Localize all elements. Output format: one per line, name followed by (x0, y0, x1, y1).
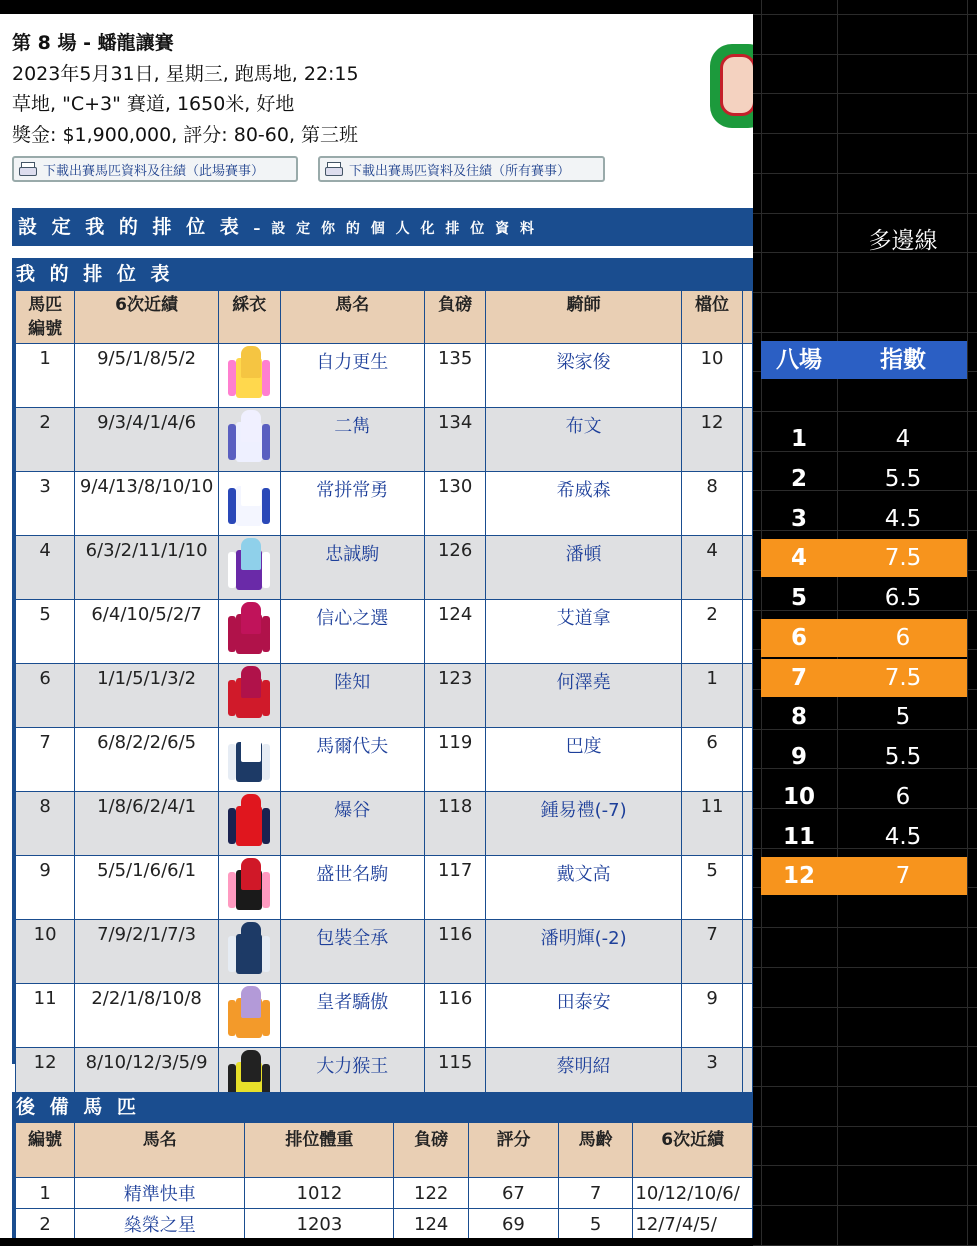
silk-cell (218, 664, 280, 728)
carried-weight: 123 (424, 664, 485, 728)
horse-name-link[interactable]: 陸知 (280, 664, 424, 728)
reserve-no: 2 (16, 1209, 75, 1239)
sheet-index-value[interactable]: 6.5 (884, 585, 922, 611)
silk-cell (218, 920, 280, 984)
table-row (16, 664, 753, 728)
jockey-silk-icon (228, 858, 270, 914)
draw: 8 (681, 472, 742, 536)
table-row (16, 344, 753, 408)
carried-weight: 117 (424, 856, 485, 920)
jockey-link[interactable]: 鍾易禮(-7) (486, 792, 682, 856)
jockey-link[interactable]: 布文 (486, 408, 682, 472)
overflow-cell (743, 856, 753, 920)
my-race-table-panel (12, 258, 753, 1077)
jockey-silk-icon (228, 666, 270, 722)
horse-no: 11 (16, 984, 75, 1048)
jockey-silk-icon (228, 410, 270, 466)
reserve-age: 5 (558, 1209, 632, 1239)
draw: 9 (681, 984, 742, 1048)
carried-weight: 124 (424, 600, 485, 664)
race-info (12, 28, 712, 150)
sheet-race-no[interactable]: 4 (790, 545, 807, 571)
sheet-index-value[interactable]: 7.5 (884, 665, 922, 691)
reserve-body-weight: 1012 (245, 1178, 394, 1209)
download-all-races-label: 下載出賽馬匹資料及往績（所有賽事） (349, 163, 571, 179)
sheet-index-value[interactable]: 4.5 (884, 824, 922, 850)
overflow-cell (743, 728, 753, 792)
table-row (16, 408, 753, 472)
reserve-no: 1 (16, 1178, 75, 1209)
sheet-race-no[interactable]: 10 (782, 784, 815, 810)
silk-cell (218, 856, 280, 920)
reserve-weight: 122 (394, 1178, 469, 1209)
race-title: 第 8 場 - 蟠龍讓賽 (12, 32, 174, 54)
jockey-link[interactable]: 艾道拿 (486, 600, 682, 664)
jockey-silk-icon (228, 794, 270, 850)
horse-name-link[interactable]: 馬爾代夫 (280, 728, 424, 792)
draw: 6 (681, 728, 742, 792)
reserve-horses-panel (12, 1092, 753, 1238)
carried-weight: 116 (424, 984, 485, 1048)
sheet-race-no[interactable]: 12 (782, 863, 815, 889)
draw: 10 (681, 344, 742, 408)
horse-no: 3 (16, 472, 75, 536)
sheet-race-no[interactable]: 3 (790, 506, 807, 532)
jockey-link[interactable]: 希威森 (486, 472, 682, 536)
reserve-form: 10/12/10/6/ (633, 1178, 753, 1209)
sheet-race-no[interactable]: 7 (790, 665, 807, 691)
col-jockey[interactable]: 騎師 (486, 291, 682, 344)
col-horse-no[interactable] (16, 291, 75, 344)
draw: 12 (681, 408, 742, 472)
table-row (16, 792, 753, 856)
sheet-index-value[interactable]: 7.5 (884, 545, 922, 571)
polyline-label: 多邊線 (868, 228, 938, 254)
horse-name-link[interactable]: 爆谷 (280, 792, 424, 856)
jockey-silk-icon (228, 538, 270, 594)
recent-form: 6/8/2/2/6/5 (75, 728, 219, 792)
reserve-caption: 後 備 馬 匹 (16, 1096, 140, 1118)
race-date: 2023年5月31日, 星期三, 跑馬地, 22:15 (12, 62, 359, 85)
jockey-silk-icon (228, 986, 270, 1042)
jockey-silk-icon (228, 602, 270, 658)
jockey-silk-icon (228, 730, 270, 786)
horse-name-link[interactable]: 盛世名駒 (280, 856, 424, 920)
reserve-form: 12/7/4/5/ (633, 1209, 753, 1239)
horse-name-link[interactable]: 忠誠駒 (280, 536, 424, 600)
reserve-weight: 124 (394, 1209, 469, 1239)
sheet-index-value[interactable]: 5.5 (884, 466, 922, 492)
jockey-link[interactable]: 巴度 (486, 728, 682, 792)
col-draw[interactable]: 檔位 (681, 291, 742, 344)
overflow-cell (743, 472, 753, 536)
sheet-race-no[interactable]: 11 (782, 824, 815, 850)
overflow-cell (743, 344, 753, 408)
sheet-race-no[interactable]: 1 (790, 426, 807, 452)
my-race-table-caption: 我 的 排 位 表 (16, 263, 174, 285)
club-logo (710, 44, 753, 128)
set-my-table-bar[interactable] (12, 208, 753, 246)
recent-form: 9/3/4/1/4/6 (75, 408, 219, 472)
carried-weight: 134 (424, 408, 485, 472)
reserve-row (16, 1178, 753, 1209)
jockey-silk-icon (228, 922, 270, 978)
draw: 4 (681, 536, 742, 600)
col-horse-no-l1: 馬匹 (28, 295, 63, 315)
res-col-name: 馬名 (75, 1123, 245, 1178)
silk-cell (218, 728, 280, 792)
spreadsheet-panel (753, 0, 977, 1246)
jockey-link[interactable]: 何澤堯 (486, 664, 682, 728)
jockey-link[interactable]: 田泰安 (486, 984, 682, 1048)
printer-icon (325, 162, 343, 176)
reserve-horse-link[interactable]: 精準快車 (75, 1178, 245, 1209)
horse-name-link[interactable]: 二雋 (280, 408, 424, 472)
race-track: 草地, "C+3" 賽道, 1650米, 好地 (12, 93, 295, 115)
col-horse-name[interactable]: 馬名 (280, 291, 424, 344)
jockey-link[interactable]: 梁家俊 (486, 344, 682, 408)
download-all-races-button[interactable] (318, 156, 605, 182)
draw: 2 (681, 600, 742, 664)
table-row (16, 728, 753, 792)
recent-form: 5/5/1/6/6/1 (75, 856, 219, 920)
silk-cell (218, 344, 280, 408)
sheet-header-index[interactable]: 指數 (880, 347, 926, 373)
silk-cell (218, 472, 280, 536)
jockey-silk-icon (228, 346, 270, 402)
horse-name-link[interactable]: 皇者驕傲 (280, 984, 424, 1048)
carried-weight: 130 (424, 472, 485, 536)
download-this-race-label: 下載出賽馬匹資料及往績（此場賽事） (43, 163, 265, 179)
sheet-index-value[interactable]: 6 (895, 784, 911, 810)
overflow-cell (743, 536, 753, 600)
jockey-link[interactable]: 潘頓 (486, 536, 682, 600)
table-row (16, 472, 753, 536)
horse-no: 6 (16, 664, 75, 728)
jockey-silk-icon (228, 474, 270, 530)
reserve-age: 7 (558, 1178, 632, 1209)
table-row (16, 984, 753, 1048)
set-my-table-subtitle: – 設 定 你 的 個 人 化 排 位 資 料 (253, 221, 537, 237)
reserve-row (16, 1209, 753, 1239)
silk-cell (218, 408, 280, 472)
table-row (16, 536, 753, 600)
table-row (16, 600, 753, 664)
col-form[interactable]: 6次近績 (75, 291, 219, 344)
silk-cell (218, 792, 280, 856)
carried-weight: 115 (424, 1048, 485, 1112)
col-horse-no-l2: 編號 (28, 319, 63, 339)
reserve-rating: 69 (468, 1209, 558, 1239)
horse-name-link[interactable]: 包裝全承 (280, 920, 424, 984)
recent-form: 9/4/13/8/10/10 (75, 472, 219, 536)
horse-name-link[interactable]: 自力更生 (280, 344, 424, 408)
sheet-index-value[interactable]: 5 (895, 704, 911, 730)
silk-cell (218, 984, 280, 1048)
horse-name-link[interactable]: 大力猴王 (280, 1048, 424, 1112)
reserve-horse-link[interactable]: 燊榮之星 (75, 1209, 245, 1239)
draw: 3 (681, 1048, 742, 1112)
col-silk: 綵衣 (218, 291, 280, 344)
draw: 5 (681, 856, 742, 920)
overflow-cell (743, 920, 753, 984)
jockey-link[interactable]: 蔡明紹 (486, 1048, 682, 1112)
draw: 7 (681, 920, 742, 984)
horse-no: 8 (16, 792, 75, 856)
carried-weight: 118 (424, 792, 485, 856)
draw: 11 (681, 792, 742, 856)
my-race-table (15, 290, 753, 1112)
res-col-body-weight: 排位體重 (245, 1123, 394, 1178)
res-col-no: 編號 (16, 1123, 75, 1178)
horse-no: 1 (16, 344, 75, 408)
horse-name-link[interactable]: 常拼常勇 (280, 472, 424, 536)
reserve-table (15, 1122, 753, 1238)
horse-no: 4 (16, 536, 75, 600)
res-col-form: 6次近績 (633, 1123, 753, 1178)
horse-no: 2 (16, 408, 75, 472)
recent-form: 9/5/1/8/5/2 (75, 344, 219, 408)
overflow-cell (743, 600, 753, 664)
jockey-link[interactable]: 戴文高 (486, 856, 682, 920)
sheet-race-no[interactable]: 5 (790, 585, 807, 611)
carried-weight: 116 (424, 920, 485, 984)
horse-no: 7 (16, 728, 75, 792)
recent-form: 6/3/2/11/1/10 (75, 536, 219, 600)
sheet-header-race[interactable]: 八場 (776, 347, 822, 373)
horse-no: 5 (16, 600, 75, 664)
race-prize: 獎金: $1,900,000, 評分: 80-60, 第三班 (12, 123, 359, 146)
sheet-index-value[interactable]: 5.5 (884, 744, 922, 770)
res-col-rating: 評分 (468, 1123, 558, 1178)
race-card-page (0, 14, 753, 1238)
silk-cell (218, 600, 280, 664)
table-row (16, 920, 753, 984)
carried-weight: 126 (424, 536, 485, 600)
printer-icon (19, 162, 37, 176)
jockey-link[interactable]: 潘明輝(-2) (486, 920, 682, 984)
horse-no: 10 (16, 920, 75, 984)
overflow-cell (743, 664, 753, 728)
recent-form: 6/4/10/5/2/7 (75, 600, 219, 664)
sheet-index-value[interactable]: 4 (895, 426, 911, 452)
reserve-rating: 67 (468, 1178, 558, 1209)
sheet-index-value[interactable]: 4.5 (884, 506, 922, 532)
table-row (16, 856, 753, 920)
horse-no: 9 (16, 856, 75, 920)
download-this-race-button[interactable] (12, 156, 298, 182)
sheet-index-value[interactable]: 7 (895, 863, 911, 889)
sheet-race-no[interactable]: 9 (790, 744, 807, 770)
recent-form: 7/9/2/1/7/3 (75, 920, 219, 984)
recent-form: 2/2/1/8/10/8 (75, 984, 219, 1048)
overflow-cell (743, 792, 753, 856)
horse-no: 12 (16, 1048, 75, 1112)
recent-form: 8/10/12/3/5/9 (75, 1048, 219, 1112)
sheet-race-no[interactable]: 8 (790, 704, 807, 730)
sheet-index-value[interactable]: 6 (895, 625, 911, 651)
sheet-race-no[interactable]: 6 (790, 625, 807, 651)
overflow-cell (743, 984, 753, 1048)
res-col-age: 馬齡 (558, 1123, 632, 1178)
res-col-weight: 負磅 (394, 1123, 469, 1178)
draw: 1 (681, 664, 742, 728)
col-weight[interactable]: 負磅 (424, 291, 485, 344)
sheet-race-no[interactable]: 2 (790, 466, 807, 492)
carried-weight: 119 (424, 728, 485, 792)
carried-weight: 135 (424, 344, 485, 408)
recent-form: 1/1/5/1/3/2 (75, 664, 219, 728)
recent-form: 1/8/6/2/4/1 (75, 792, 219, 856)
reserve-body-weight: 1203 (245, 1209, 394, 1239)
horse-name-link[interactable]: 信心之選 (280, 600, 424, 664)
overflow-cell (743, 408, 753, 472)
set-my-table-title: 設 定 我 的 排 位 表 (18, 216, 243, 238)
silk-cell (218, 536, 280, 600)
col-overflow (743, 291, 753, 344)
